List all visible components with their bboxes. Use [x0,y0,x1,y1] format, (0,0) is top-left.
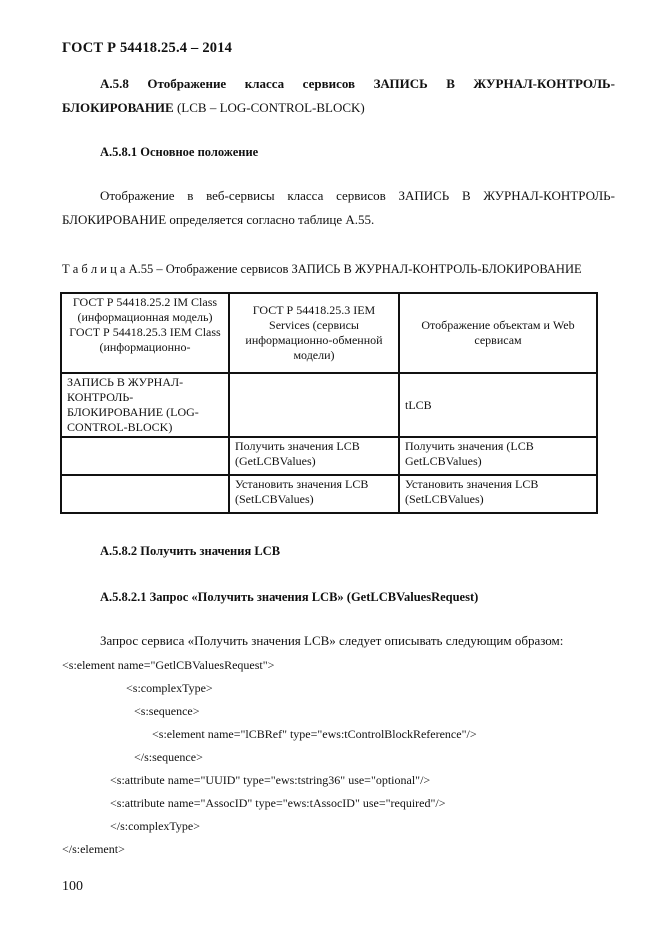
code-line: <s:element name="lCBRef" type="ews:tControlBlockReference"/> [152,727,477,741]
code-line: <s:element name="GetlCBValuesRequest"> [62,658,275,672]
table-cell: Получить значения LCB (GetLCBValues) [229,437,399,475]
caption-text: – Отображение сервисов ЗАПИСЬ В ЖУРНАЛ-КОНТРОЛЬ-БЛОКИРОВАНИЕ [153,262,582,276]
code-line: <s:attribute name="AssocID" type="ews:tAssocID" use="required"/> [110,796,446,810]
page-number: 100 [62,879,83,894]
para-word: ЗАПИСЬ [398,188,450,203]
para-word: В [461,188,471,203]
paragraph-1-line2: БЛОКИРОВАНИЕ определяется согласно таблице А.55. [62,212,375,227]
code-line: </s:element> [62,842,125,856]
title-word: В [446,76,455,91]
table-cell: tLCB [399,373,597,437]
para-word: сервисов [336,188,386,203]
code-line: </s:complexType> [110,819,201,833]
table-row [61,475,597,513]
title-word: Отображение [147,76,227,91]
section-title-line1 [62,72,615,96]
section-title [62,72,615,120]
title-word: сервисов [302,76,356,91]
table-cell [229,373,399,437]
title-word: класса [244,76,285,91]
title-word: ЖУРНАЛ-КОНТРОЛЬ- [473,76,615,91]
table-cell: ЗАПИСЬ В ЖУРНАЛ-КОНТРОЛЬ-БЛОКИРОВАНИЕ (LOG-CONTROL-BLOCK) [61,373,229,437]
paragraph-2: Запрос сервиса «Получить значения LCB» следует описывать следующим образом: [100,633,564,648]
document-header: ГОСТ Р 54418.25.4 – 2014 [62,40,233,56]
para-word: Отображение [100,188,175,203]
table-cell [61,475,229,513]
table-row [61,373,597,437]
subsection-title-2: А.5.8.2 Получить значения LCB [100,544,281,558]
caption-prefix: Т а б л и ц а А.55 [62,262,154,276]
table-cell: Установить значения LCB (SetLCBValues) [399,475,597,513]
title-rest-part: (LCB – LOG-CONTROL-BLOCK) [173,100,365,115]
mapping-table [60,292,598,514]
header-col3: Отображение объектам и Web сервисам [399,293,597,373]
table-caption [62,262,582,276]
table-row [61,437,597,475]
section-number: А.5.8 [100,76,129,91]
para-word: класса [287,188,324,203]
header-col2: ГОСТ Р 54418.25.3 IEM Services (сервисы информационно-обменной модели) [229,293,399,373]
subsection-title-2-1: А.5.8.2.1 Запрос «Получить значения LCB» (GetLCBValuesRequest) [100,590,479,604]
title-word: ЗАПИСЬ [373,76,428,91]
subsection-title-1: А.5.8.1 Основное положение [100,145,259,159]
paragraph-1-line1 [62,184,615,208]
header-col1: ГОСТ Р 54418.25.2 IM Class (информационная модель) ГОСТ Р 54418.25.3 IEM Class (информационно- [61,293,229,373]
table-cell: Установить значения LCB (SetLCBValues) [229,475,399,513]
table-cell: Получить значения (LCB GetLCBValues) [399,437,597,475]
code-line: <s:attribute name="UUID" type="ews:tstring36" use="optional"/> [110,773,431,787]
title-bold-part: БЛОКИРОВАНИЕ [62,100,174,115]
para-word: ЖУРНАЛ-КОНТРОЛЬ- [483,188,615,203]
code-line: <s:complexType> [126,681,213,695]
code-line: </s:sequence> [134,750,203,764]
code-line: <s:sequence> [134,704,200,718]
section-title-line2 [62,96,615,120]
para-word: веб-сервисы [206,188,275,203]
paragraph-1 [62,184,615,232]
table-cell [61,437,229,475]
table-header-row [61,293,597,373]
para-word: в [187,188,194,203]
